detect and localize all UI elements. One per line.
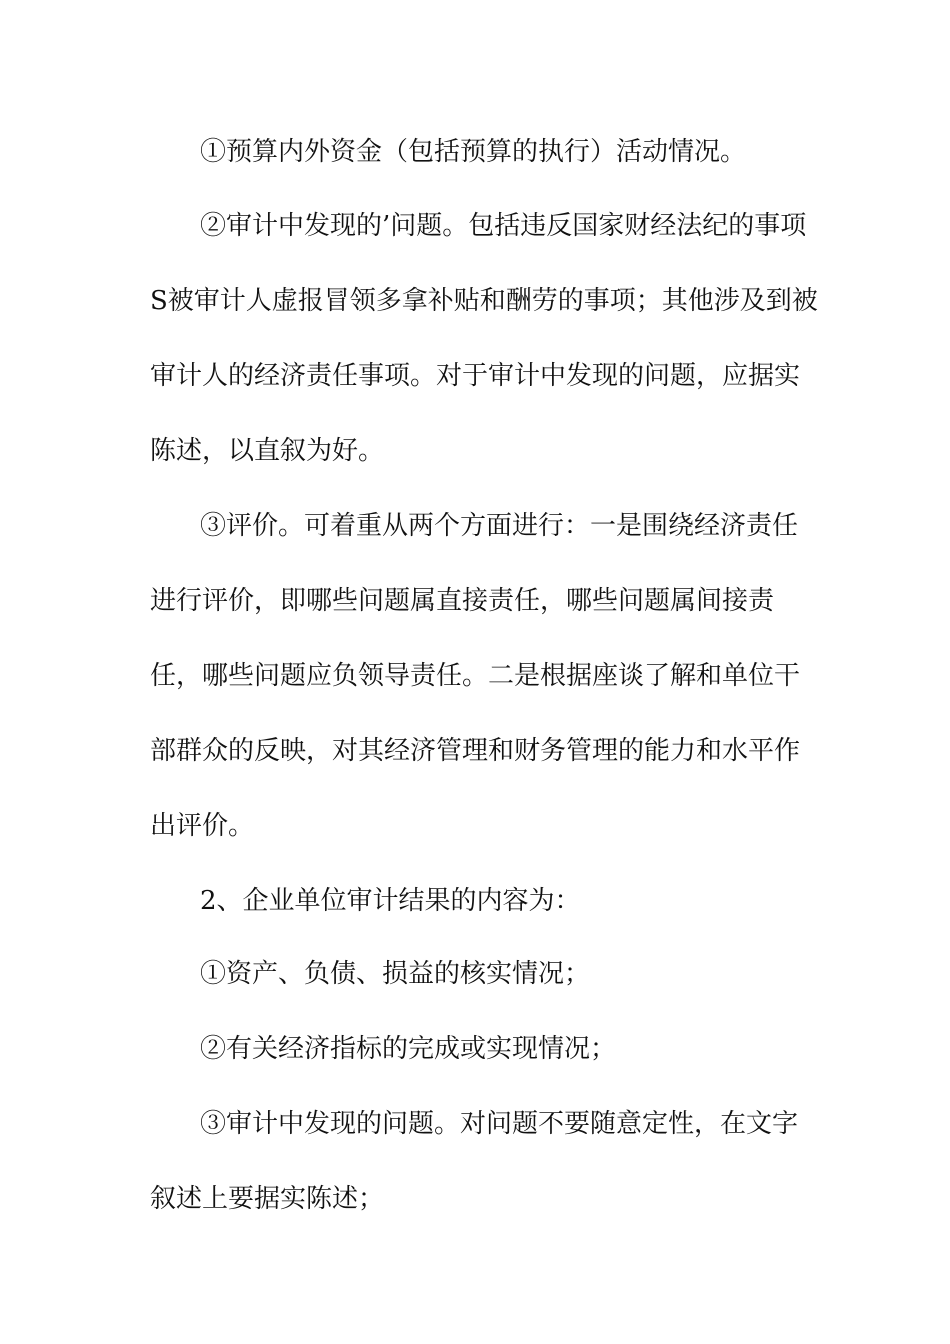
paragraph-line: 陈述，以直叙为好。 (150, 436, 385, 466)
paragraph-line: ①预算内外资金（包括预算的执行）活动情况。 (200, 137, 747, 167)
paragraph-line: ③审计中发现的问题。对问题不要随意定性，在文字 (200, 1109, 799, 1139)
paragraph-line: ②审计中发现的’问题。包括违反国家财经法纪的事项 (200, 211, 807, 241)
paragraph-line: ②有关经济指标的完成或实现情况； (200, 1034, 617, 1064)
paragraph-line: 进行评价，即哪些问题属直接责任，哪些问题属间接责 (150, 586, 775, 616)
paragraph-line: ①资产、负债、损益的核实情况； (200, 959, 591, 989)
paragraph-line: 审计人的经济责任事项。对于审计中发现的问题，应据实 (150, 361, 801, 391)
paragraph-line: S被审计人虚报冒领多拿补贴和酬劳的事项；其他涉及到被 (150, 286, 818, 316)
paragraph-line: 叙述上要据实陈述； (150, 1184, 385, 1214)
paragraph-line: ③评价。可着重从两个方面进行：一是围绕经济责任 (200, 511, 799, 541)
paragraph-line: 部群众的反映，对其经济管理和财务管理的能力和水平作 (150, 736, 801, 766)
paragraph-line: 任，哪些问题应负领导责任。二是根据座谈了解和单位干 (150, 661, 801, 691)
section-heading-line: 2、企业单位审计结果的内容为： (200, 886, 581, 916)
paragraph-line: 出评价。 (150, 811, 255, 841)
